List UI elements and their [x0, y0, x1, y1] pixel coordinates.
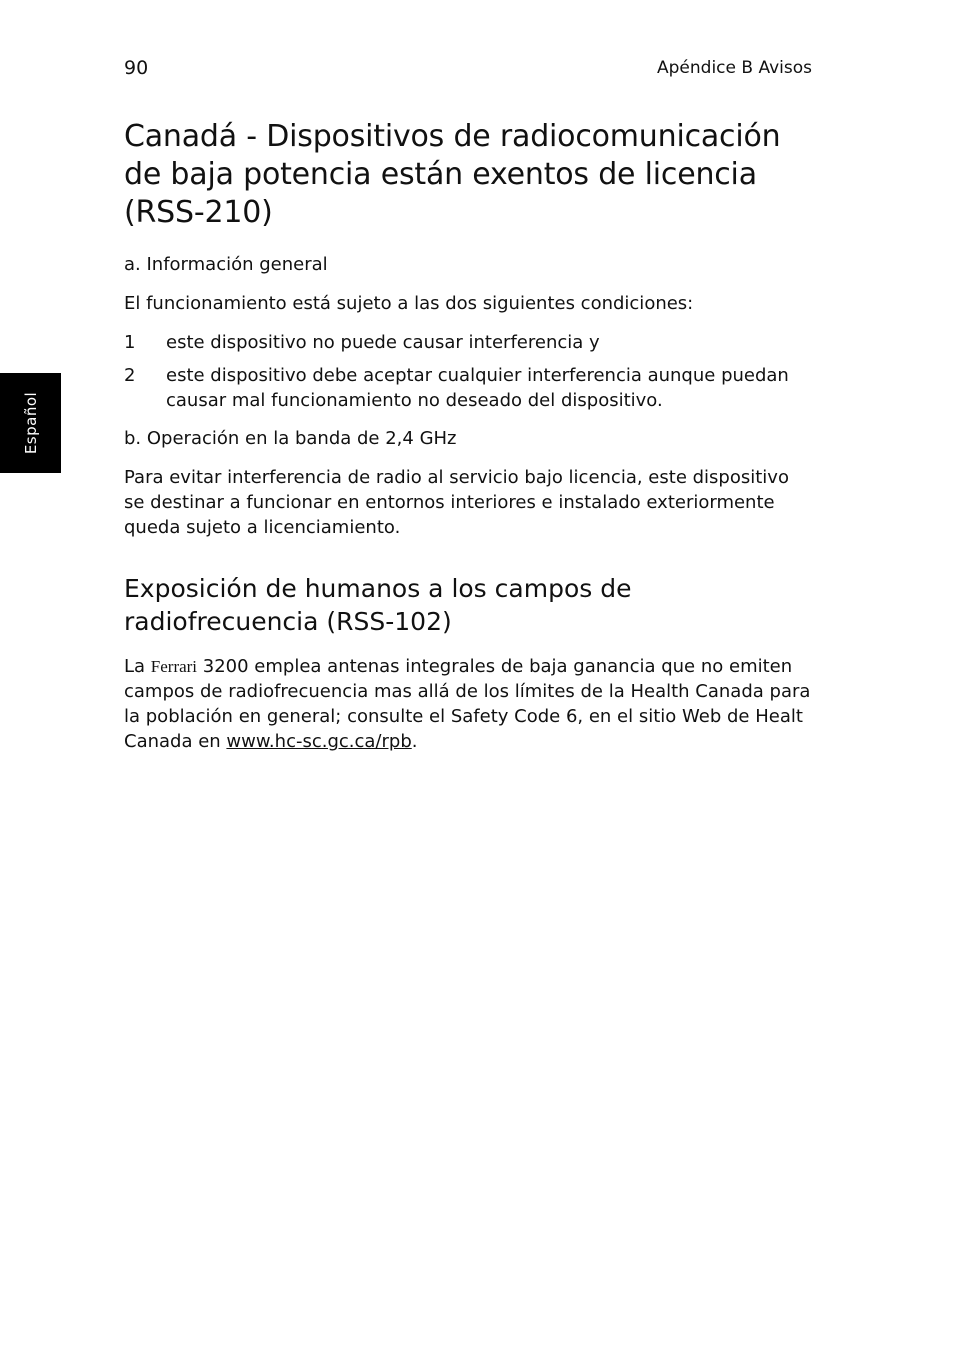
para-prefix: La [124, 656, 151, 677]
page-number: 90 [124, 57, 149, 79]
rf-exposure-paragraph [124, 654, 814, 754]
language-tab [0, 373, 61, 473]
running-header: Apéndice B Avisos [657, 58, 812, 78]
health-canada-link[interactable]: www.hc-sc.gc.ca/rpb [226, 731, 412, 752]
product-name: Ferrari [150, 657, 198, 676]
subheading-band-operation: b. Operación en la banda de 2,4 GHz [124, 428, 457, 449]
list-text: este dispositivo no puede causar interferencia y [166, 332, 600, 353]
subheading-general-info: a. Información general [124, 254, 328, 275]
language-tab-label: Español [22, 391, 40, 455]
main-content [124, 118, 814, 768]
list-item [124, 330, 814, 355]
list-text: este dispositivo debe aceptar cualquier interferencia aunque puedan causar mal funcionamiento no deseado del dispositivo. [166, 365, 789, 411]
list-number: 1 [124, 332, 136, 353]
para-suffix: . [411, 731, 418, 752]
list-number: 2 [124, 365, 136, 386]
list-item [124, 363, 814, 413]
band-operation-text: Para evitar interferencia de radio al servicio bajo licencia, este dispositivo se destinar a funcionar en entornos interiores e instalado exteriormente queda sujeto a licenciamiento. [124, 467, 789, 538]
conditions-intro: El funcionamiento está sujeto a las dos siguientes condiciones: [124, 293, 694, 314]
section-title-rss210: Canadá - Dispositivos de radiocomunicación de baja potencia están exentos de licencia (RSS-210) [124, 119, 781, 230]
conditions-list [124, 330, 814, 413]
section-title-rss102: Exposición de humanos a los campos de radiofrecuencia (RSS-102) [124, 574, 632, 636]
para-body: 3200 emplea antenas integrales de baja ganancia que no emiten campos de radiofrecuencia mas allá de los límites de la Health Canada para la población en general; consulte el Safety Code 6, en el sitio Web de Healt Canada en [124, 656, 811, 752]
